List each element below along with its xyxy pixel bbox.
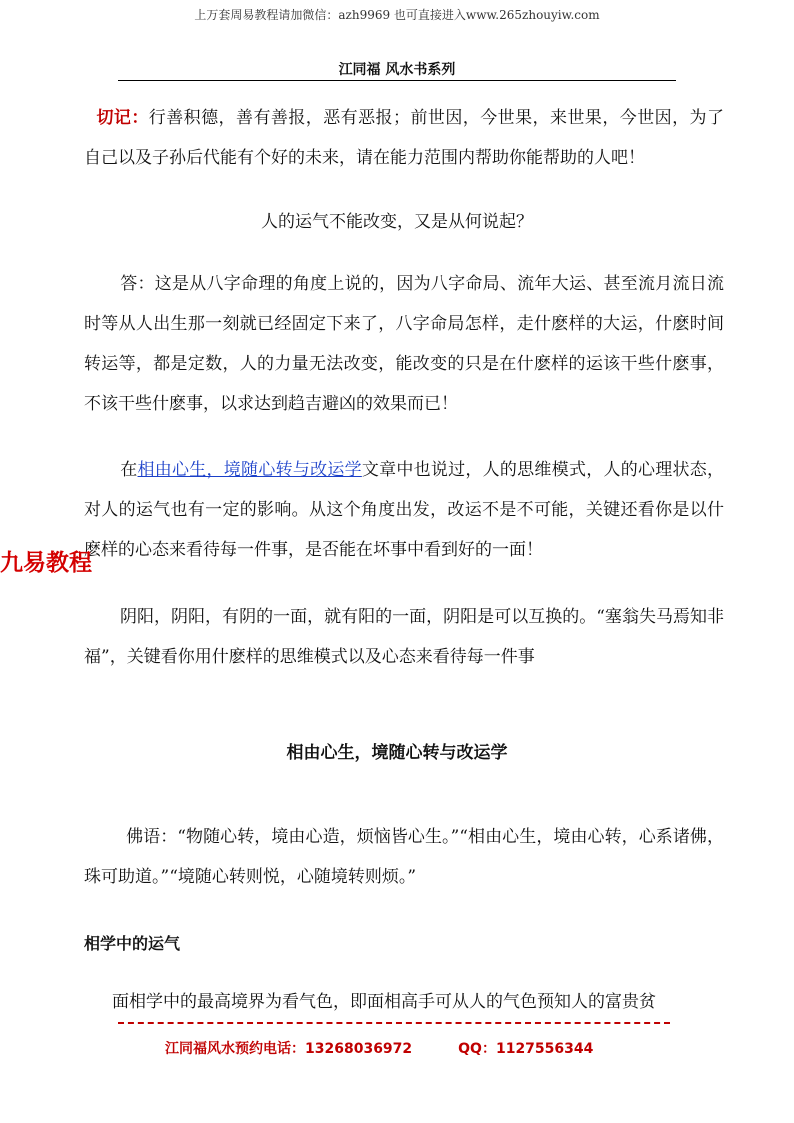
warning-paragraph (84, 98, 724, 178)
yinyang-text: 阴阳，阴阳，有阴的一面，就有阳的一面，阴阳是可以互换的。“塞翁失马焉知非福”，关键看你用什麽样的思维模式以及心态来看待每一件事 (84, 607, 724, 667)
warning-text: 行善积德，善有善报，恶有恶报；前世因，今世果，来世果，今世因，为了自己以及子孙后代能有个好的未来，请在能力范围内帮助你能帮助的人吧！ (84, 108, 725, 168)
mind-paragraph (84, 450, 724, 570)
mind-prefix: 在 (120, 460, 138, 480)
top-notice: 上万套周易教程请加微信：azh9969 也可直接进入www.265zhouyiw.com (194, 8, 600, 22)
header-rule (118, 80, 676, 81)
series-title: 江同福 风水书系列 (338, 62, 456, 78)
footer-qq: QQ：1127556344 (458, 1041, 594, 1057)
sub-heading: 相学中的运气 (84, 934, 181, 953)
answer-paragraph (84, 264, 724, 424)
footer-contact (165, 1038, 593, 1058)
mind-text: 文章中也说过，人的思维模式，人的心理状态，对人的运气也有一定的影响。从这个角度出发，改运不是不可能，关键还看你是以什麽样的心态来看待每一件事，是否能在坏事中看到好的一面！ (84, 460, 725, 560)
buddha-text: 佛语：“物随心转，境由心造，烦恼皆心生。”“相由心生，境由心转，心系诸佛，珠可助道。”“境随心转则悦，心随境转则烦。” (84, 827, 724, 887)
watermark-logo: 九易教程 (0, 550, 92, 576)
footer-phone: 江同福风水预约电话：13268036972 (165, 1041, 413, 1057)
physiognomy-text: 面相学中的最高境界为看气色，即面相高手可从人的气色预知人的富贵贫 (112, 992, 656, 1012)
footer-rule (118, 1022, 670, 1024)
answer-text: 答：这是从八字命理的角度上说的，因为八字命局、流年大运、甚至流月流日流时等从人出生那一刻就已经固定下来了，八字命局怎样，走什麽样的大运，什麽时间转运等，都是定数，人的力量无法改变，能改变的只是在什麽样的运该干些什麽事，不该干些什麽事，以求达到趋吉避凶的效果而已！ (84, 274, 724, 414)
article-link[interactable]: 相由心生，境随心转与改运学 (137, 460, 362, 480)
section-title: 相由心生，境随心转与改运学 (286, 743, 508, 763)
yinyang-paragraph (84, 597, 724, 677)
question-heading: 人的运气不能改变，又是从何说起？ (261, 212, 533, 232)
physiognomy-paragraph (84, 982, 724, 1022)
warning-label: 切记： (96, 108, 149, 128)
buddha-paragraph (84, 817, 724, 897)
